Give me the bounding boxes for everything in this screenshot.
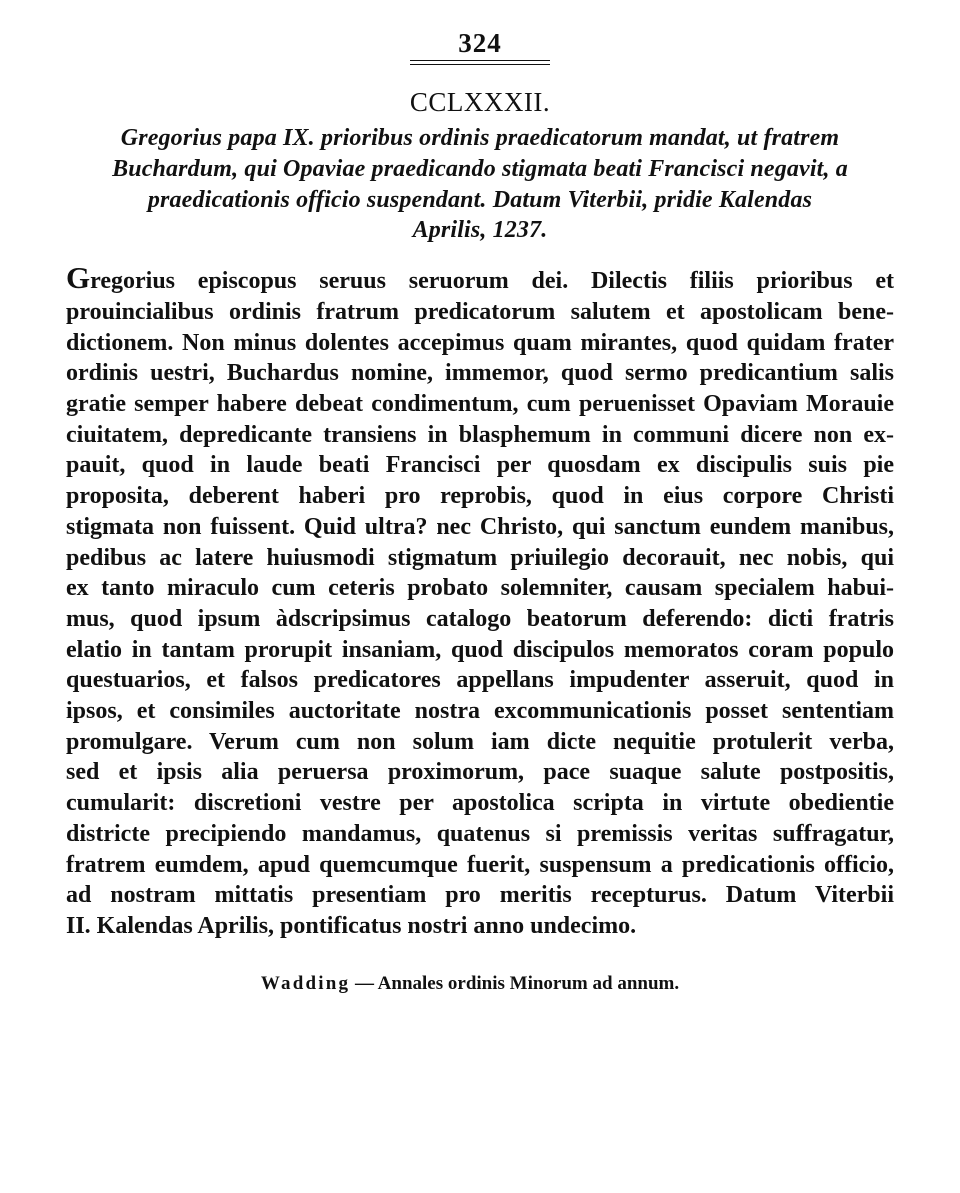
body-line: fratrem eumdem, apud quemcumque fuerit, suspensum a predicationis officio, — [66, 851, 894, 878]
source-separator: — — [350, 972, 378, 994]
body-line: questuarios, et falsos predicatores appellans impudenter asseruit, quod in — [66, 667, 894, 694]
regest-line: Gregorius papa IX. prioribus ordinis praedicatorum mandat, ut fratrem — [120, 125, 840, 151]
body-line: ad nostram mittatis presentiam pro meritis recepturus. Datum Viterbii — [66, 882, 894, 909]
body-line: ordinis uestri, Buchardus nomine, immemor, quod sermo predicantium salis — [66, 360, 894, 387]
rule-line-top — [410, 60, 550, 61]
body-line: gratie semper habere debeat condimentum, cum peruenisset Opaviam Morauie — [66, 391, 894, 417]
body-line: promulgare. Verum cum non solum iam dicte nequitie protulerit verba, — [66, 728, 894, 755]
body-line: cumularit: discretioni vestre per apostolica scripta in virtute obedientie — [66, 790, 894, 817]
letter-body — [66, 260, 894, 941]
document-number: CCLXXXII. — [409, 87, 551, 117]
regest-line: Buchardum, qui Opaviae praedicando stigmata beati Francisci negavit, a — [112, 155, 848, 182]
body-line: proposita, deberent haberi pro reprobis, quod in eius corpore Christi — [66, 483, 894, 510]
source-title: Annales ordinis Minorum ad annum. — [377, 972, 680, 994]
body-line: prouincialibus ordinis fratrum predicatorum salutem et apostolicam bene- — [66, 298, 894, 325]
body-line: sed et ipsis alia peruersa proximorum, pace suaque salute postpositis, — [66, 759, 894, 786]
body-line-last: II. Kalendas Aprilis, pontificatus nostri anno undecimo. — [66, 912, 637, 939]
page-number-rule — [410, 60, 550, 65]
body-line: districte precipiendo mandamus, quatenus si premissis veritas suffragatur, — [66, 820, 894, 847]
source-citation — [46, 972, 894, 996]
page-number: 324 — [458, 28, 502, 58]
regest-line: praedicationis officio suspendant. Datum Viterbii, pridie Kalendas — [147, 186, 813, 213]
body-line: ipsos, et consimiles auctoritate nostra excommunicationis posset sententiam — [66, 698, 894, 725]
body-line: pedibus ac latere huiusmodi stigmatum priuilegio decorauit, nec nobis, qui — [66, 544, 894, 571]
document-page — [66, 28, 894, 996]
body-line: ciuitatem, depredicante transiens in blasphemum in communi dicere non ex- — [66, 421, 894, 448]
regest-line: Aprilis, 1237. — [412, 217, 548, 244]
source-author: Wadding — [260, 972, 351, 994]
body-line: pauit, quod in laude beati Francisci per quosdam ex discipulis suis pie — [66, 452, 894, 479]
body-line: ex tanto miraculo cum ceteris probato solemniter, causam specialem habui- — [66, 575, 894, 602]
body-line-first-rest: regorius episcopus seruus seruorum dei. Dilectis filiis prioribus et — [90, 268, 894, 295]
body-line: dictionem. Non minus dolentes accepimus quam mirantes, quod quidam frater — [66, 329, 894, 356]
body-line: stigmata non fuissent. Quid ultra? nec Christo, qui sanctum eundem manibus, — [66, 513, 894, 540]
initial-letter: G — [66, 260, 91, 296]
regest-summary — [66, 123, 894, 246]
rule-line-bottom — [410, 64, 550, 65]
body-line: elatio in tantam prorupit insaniam, quod discipulos memoratos coram populo — [66, 636, 894, 663]
body-line-first — [66, 260, 894, 297]
body-line: mus, quod ipsum àdscripsimus catalogo beatorum deferendo: dicti fratris — [66, 605, 894, 632]
